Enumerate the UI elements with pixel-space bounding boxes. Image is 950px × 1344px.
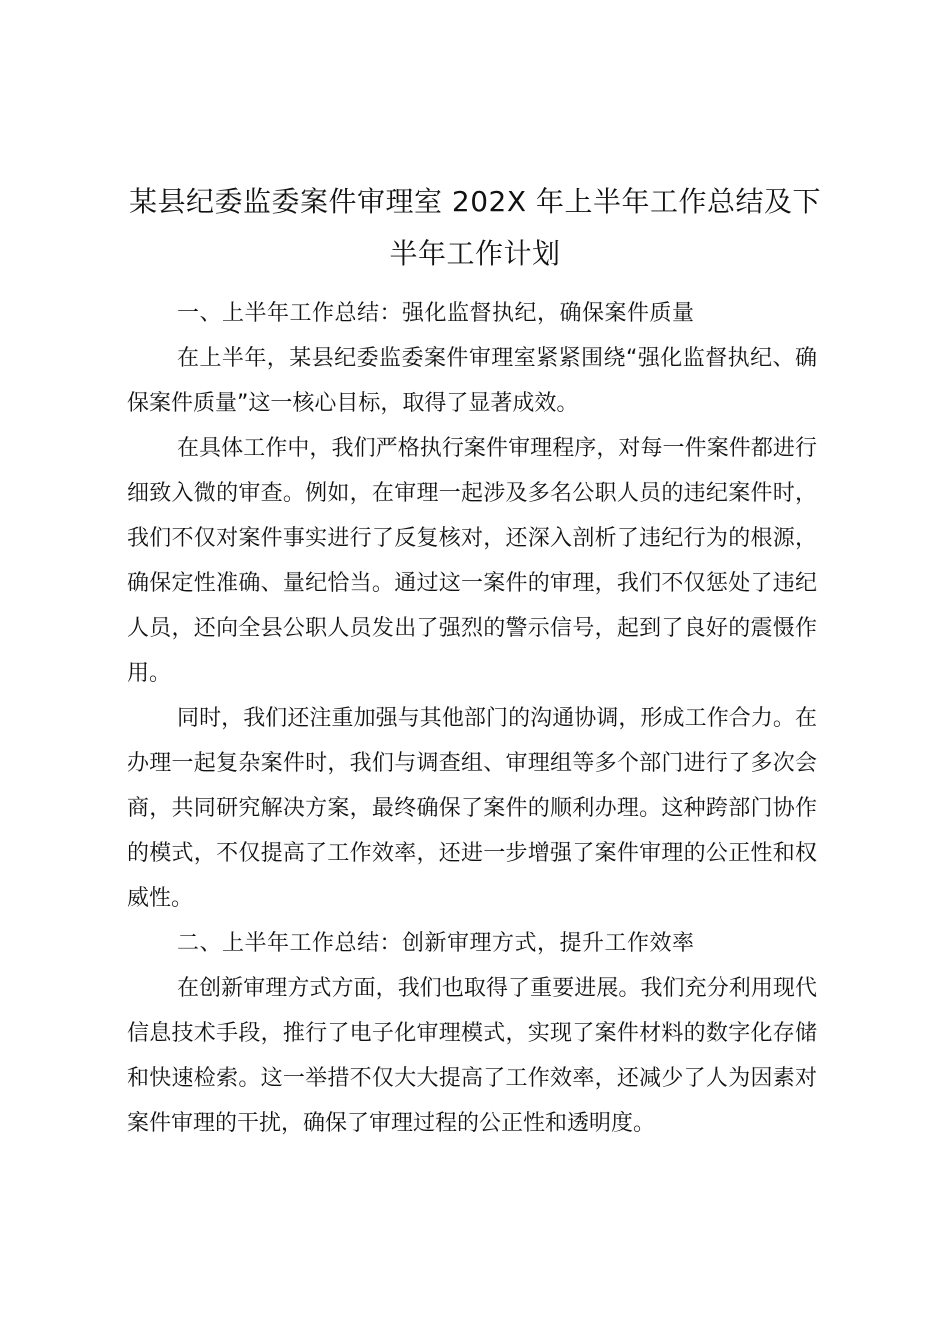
title-line-1: 某县纪委监委案件审理室 202X 年上半年工作总结及下: [129, 185, 821, 218]
section-heading-1: 一、上半年工作总结：强化监督执纪，确保案件质量: [177, 301, 695, 326]
body-paragraph: 同时，我们还注重加强与其他部门的沟通协调，形成工作合力。在办理一起复杂案件时，我们与调查组、审理组等多个部门进行了多次会商，共同研究解决方案，最终确保了案件的顺利办理。这种跨部门协作的模式，不仅提高了工作效率，还进一步增强了案件审理的公正性和权威性。: [127, 706, 817, 911]
document-title: [120, 176, 830, 280]
section-heading-2: 二、上半年工作总结：创新审理方式，提升工作效率: [177, 931, 695, 956]
title-line-2: 半年工作计划: [389, 237, 561, 270]
body-paragraph: 在上半年，某县纪委监委案件审理室紧紧围绕“强化监督执纪、确保案件质量”这一核心目标，取得了显著成效。: [127, 346, 817, 416]
body-paragraph: 在创新审理方式方面，我们也取得了重要进展。我们充分利用现代信息技术手段，推行了电子化审理模式，实现了案件材料的数字化存储和快速检索。这一举措不仅大大提高了工作效率，还减少了人为因素对案件审理的干扰，确保了审理过程的公正性和透明度。: [127, 976, 817, 1136]
body-paragraph: 在具体工作中，我们严格执行案件审理程序，对每一件案件都进行细致入微的审查。例如，在审理一起涉及多名公职人员的违纪案件时，我们不仅对案件事实进行了反复核对，还深入剖析了违纪行为的根源，确保定性准确、量纪恰当。通过这一案件的审理，我们不仅惩处了违纪人员，还向全县公职人员发出了强烈的警示信号，起到了良好的震慑作用。: [127, 436, 817, 686]
document-body: [127, 291, 817, 1146]
